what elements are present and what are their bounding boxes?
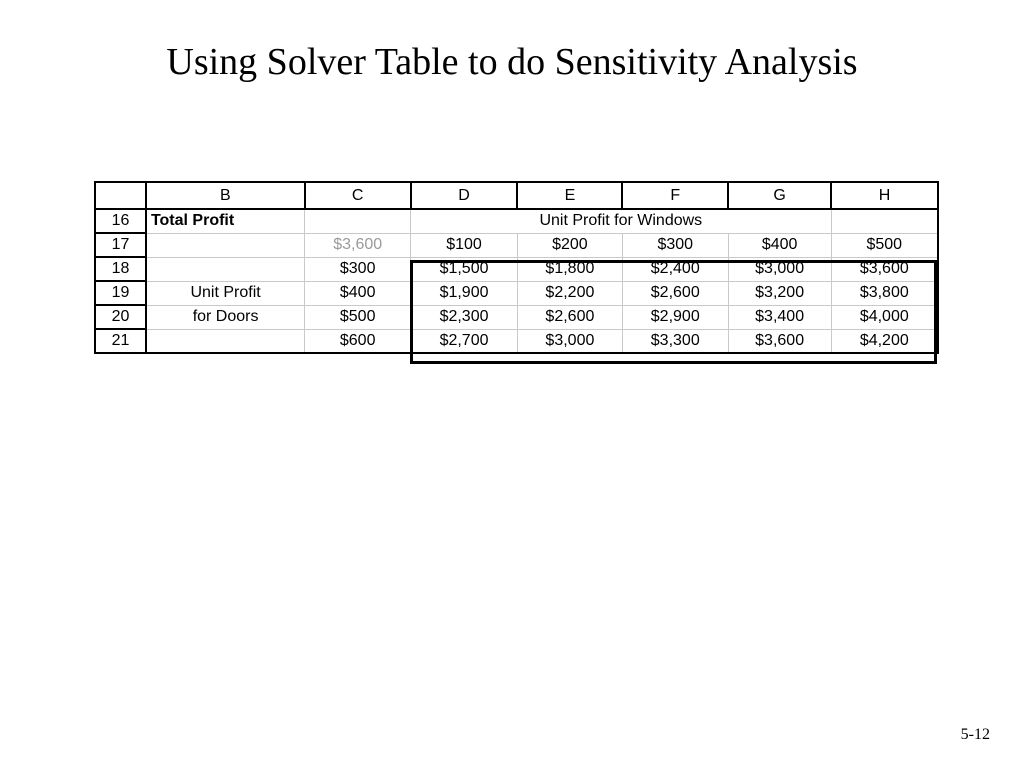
table-row — [95, 305, 938, 329]
cell-f21[interactable]: $3,300 — [622, 329, 728, 353]
cell-c20[interactable]: $500 — [305, 305, 411, 329]
page-number: 5-12 — [960, 726, 990, 743]
cell-d21[interactable]: $2,700 — [411, 329, 518, 353]
solver-table — [94, 181, 939, 364]
cell-e19[interactable]: $2,200 — [517, 281, 622, 305]
cell-h16[interactable] — [831, 209, 938, 233]
column-header-c[interactable]: C — [305, 182, 411, 209]
cell-b20[interactable]: for Doors — [146, 305, 305, 329]
cell-g18[interactable]: $3,000 — [728, 257, 831, 281]
cell-d19[interactable]: $1,900 — [411, 281, 518, 305]
table-row — [95, 257, 938, 281]
row-header[interactable]: 21 — [95, 329, 146, 353]
column-header-d[interactable]: D — [411, 182, 518, 209]
cell-g21[interactable]: $3,600 — [728, 329, 831, 353]
column-header-g[interactable]: G — [728, 182, 831, 209]
cell-f19[interactable]: $2,600 — [622, 281, 728, 305]
slide-title: Using Solver Table to do Sensitivity Analysis — [166, 41, 858, 83]
corner-cell[interactable] — [95, 182, 146, 209]
table-row — [95, 233, 938, 257]
table-row — [95, 281, 938, 305]
cell-f18[interactable]: $2,400 — [622, 257, 728, 281]
row-header[interactable]: 19 — [95, 281, 146, 305]
cell-e17[interactable]: $200 — [517, 233, 622, 257]
cell-c21[interactable]: $600 — [305, 329, 411, 353]
cell-b19[interactable]: Unit Profit — [146, 281, 305, 305]
cell-e21[interactable]: $3,000 — [517, 329, 622, 353]
cell-d20[interactable]: $2,300 — [411, 305, 518, 329]
cell-g20[interactable]: $3,400 — [728, 305, 831, 329]
row-header[interactable]: 17 — [95, 233, 146, 257]
cell-g19[interactable]: $3,200 — [728, 281, 831, 305]
cell-f17[interactable]: $300 — [622, 233, 728, 257]
column-header-e[interactable]: E — [517, 182, 622, 209]
cell-h21[interactable]: $4,200 — [831, 329, 938, 353]
cell-e20[interactable]: $2,600 — [517, 305, 622, 329]
cell-h17[interactable]: $500 — [831, 233, 938, 257]
cell-d18[interactable]: $1,500 — [411, 257, 518, 281]
cell-b16[interactable]: Total Profit — [146, 209, 305, 233]
column-header-h[interactable]: H — [831, 182, 938, 209]
cell-h18[interactable]: $3,600 — [831, 257, 938, 281]
spreadsheet-grid — [94, 181, 939, 354]
row-header[interactable]: 20 — [95, 305, 146, 329]
cell-c18[interactable]: $300 — [305, 257, 411, 281]
row-header[interactable]: 16 — [95, 209, 146, 233]
cell-b17[interactable] — [146, 233, 305, 257]
column-header-b[interactable]: B — [146, 182, 305, 209]
cell-g17[interactable]: $400 — [728, 233, 831, 257]
table-row — [95, 209, 938, 233]
cell-h20[interactable]: $4,000 — [831, 305, 938, 329]
cell-b21[interactable] — [146, 329, 305, 353]
cell-b18[interactable] — [146, 257, 305, 281]
column-header-row — [95, 182, 938, 209]
cell-d17[interactable]: $100 — [411, 233, 518, 257]
cell-c19[interactable]: $400 — [305, 281, 411, 305]
column-header-f[interactable]: F — [622, 182, 728, 209]
cell-h19[interactable]: $3,800 — [831, 281, 938, 305]
cell-c17-objective[interactable]: $3,600 — [305, 233, 411, 257]
row-header[interactable]: 18 — [95, 257, 146, 281]
cell-c16[interactable] — [305, 209, 411, 233]
cell-f20[interactable]: $2,900 — [622, 305, 728, 329]
table-row — [95, 329, 938, 353]
cell-e18[interactable]: $1,800 — [517, 257, 622, 281]
cell-d16-merged[interactable]: Unit Profit for Windows — [411, 209, 831, 233]
